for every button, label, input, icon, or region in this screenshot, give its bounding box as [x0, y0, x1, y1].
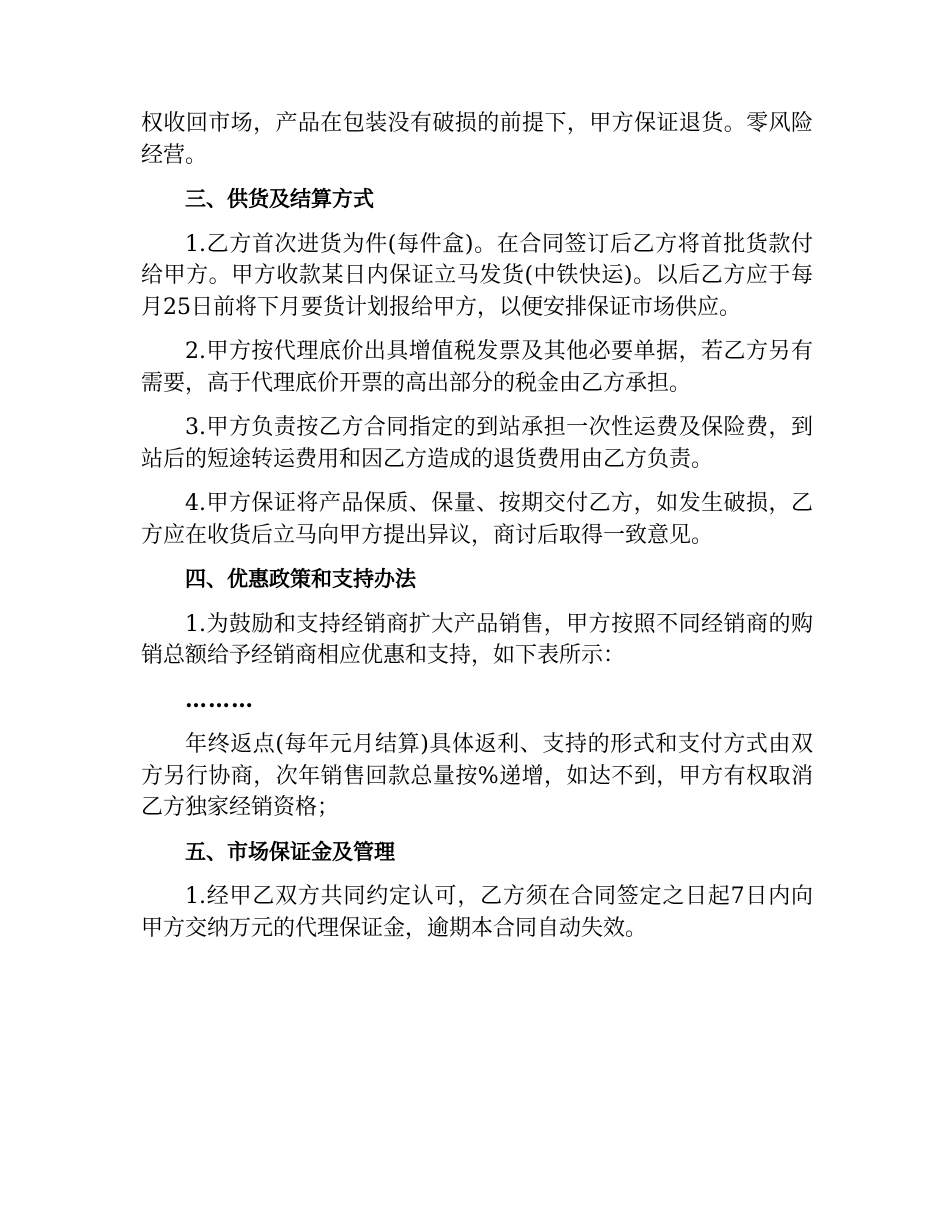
clause-quality-delivery: 4.甲方保证将产品保质、保量、按期交付乙方，如发生破损，乙方应在收货后立马向甲方提出异议，商讨后取得一致意见。	[141, 491, 813, 548]
omitted-table-ellipsis: ………	[185, 686, 254, 713]
clause-agency-deposit: 1.经甲乙双方共同约定认可，乙方须在合同签定之日起7日内向甲方交纳万元的代理保证金，逾期本合同自动失效。	[141, 884, 813, 941]
section-heading-market-deposit: 五、市场保证金及管理	[185, 839, 395, 864]
clause-first-order: 1.乙方首次进货为件(每件盒)。在合同签订后乙方将首批货款付给甲方。甲方收款某日内保证立马发货(中铁快运)。以后乙方应于每月25日前将下月要货计划报给甲方，以便安排保证市场供应。	[141, 231, 813, 320]
clause-year-end-rebate: 年终返点(每年元月结算)具体返利、支持的形式和支付方式由双方另行协商，次年销售回款总量按%递增，如达不到，甲方有权取消乙方独家经销资格；	[141, 732, 813, 820]
section-heading-supply-settlement: 三、供货及结算方式	[185, 187, 374, 211]
clause-dealer-support: 1.为鼓励和支持经销商扩大产品销售，甲方按照不同经销商的购销总额给予经销商相应优惠和支持，如下表所示：	[141, 611, 813, 668]
clause-freight: 3.甲方负责按乙方合同指定的到站承担一次性运费及保险费，到站后的短途转运费用和因乙方造成的退货费用由乙方负责。	[141, 415, 813, 472]
document-body	[141, 108, 813, 957]
section-heading-incentive-policy: 四、优惠政策和支持办法	[185, 567, 416, 591]
clause-invoice: 2.甲方按代理底价出具增值税发票及其他必要单据，若乙方另有需要，高于代理底价开票的高出部分的税金由乙方承担。	[141, 339, 813, 396]
paragraph-return-policy: 权收回市场，产品在包装没有破损的前提下，甲方保证退货。零风险经营。	[141, 111, 813, 168]
